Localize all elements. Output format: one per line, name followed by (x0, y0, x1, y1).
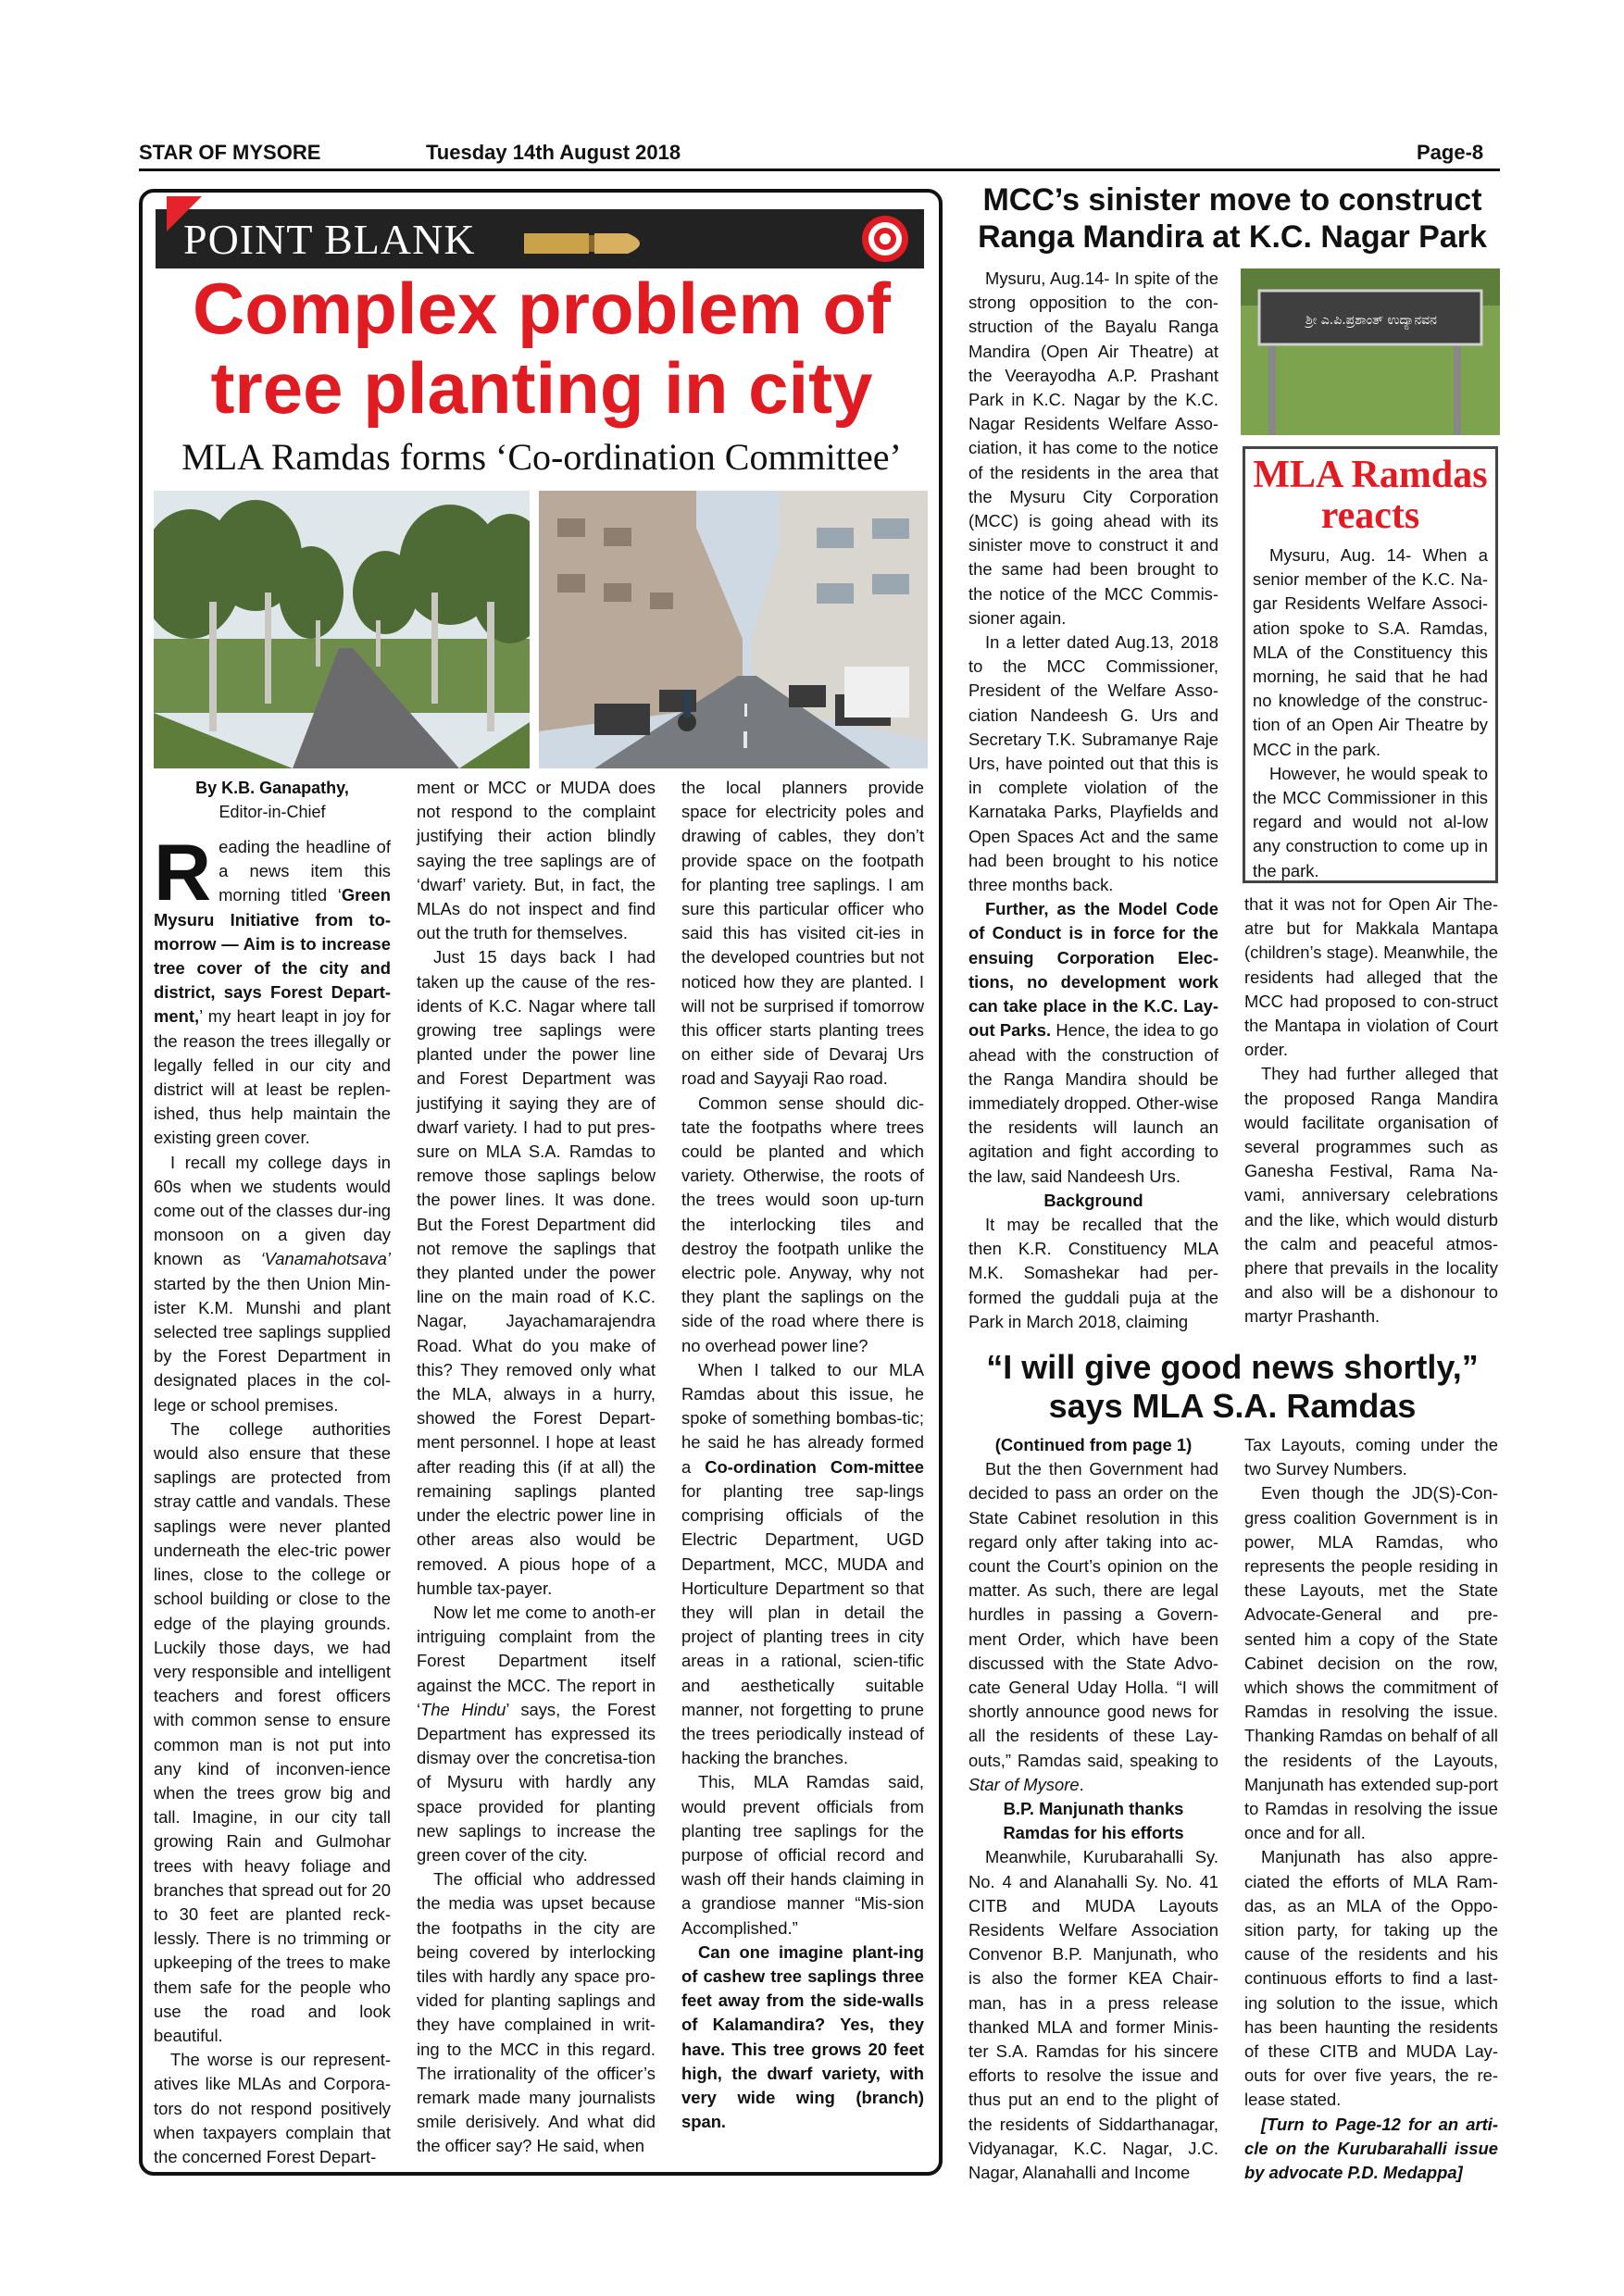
article-text: Hence, the idea to go ahead with the construction of the Ranga Mandira should be immediately dropped. Other-wise the residents will launch an agitation and fight according to the law, said Nandeesh Urs. (968, 1020, 1218, 1186)
article-paragraph: Tax Layouts, coming under the two Survey Numbers. (1244, 1435, 1498, 1479)
article-text: I recall my college days in 60s when we students would come out of the classes dur-ing monsoon on a given day known as (154, 1152, 391, 1269)
article-text: for planting tree sap-lings comprising officials of the Electric Department, UGD Department, MCC, MUDA and Horticulture Department so that they will plan in detail the project of planting trees in city areas in a rational, scien-tific and aesthetically suitable manner, not forgetting to prune the trees periodically instead of hacking the branches. (681, 1480, 924, 1768)
article-paragraph: the local planners provide space for electricity poles and drawing of cables, they don’t provide space on the footpath for planting tree saplings. I am sure this particular officer who said this has visited cit-ies in the developed countries but not noticed how they are planted. I will not be surprised if tomorrow this officer starts planting trees on either side of Devaraj Urs road and Sayyaji Rao road. (681, 778, 924, 1089)
header-rule (139, 168, 1500, 171)
good-news-column-2 (1244, 1433, 1498, 2185)
mcc-headline-line-1: MCC’s sinister move to construct (982, 182, 1482, 218)
article-paragraph: Mysuru, Aug.14- In spite of the strong opposition to the con-struction of the Bayalu Ranga Mandira (Open Air Theatre) at the Veerayodha A.P. Prashant Park in K.C. Nagar by the K.C. Nagar Residents Welfare Asso-ciation, it has come to the notice of the residents in the area that the Mysuru City Corporation (MCC) is going ahead with its sinister move to construct it and the same had been brought to the notice of the MCC Commis-sioner again. (968, 268, 1218, 628)
park-sign-photo (1241, 268, 1500, 435)
manjunath-subhead-1: B.P. Manjunath thanks (1003, 1799, 1184, 1819)
article-paragraph: Mysuru, Aug. 14- When a senior member of the K.C. Na-gar Residents Welfare Associ-ation spoke to S.A. Ramdas, MLA of the Constituency this morning, he said that he had no knowledge of the construc-tion of an Open Air Theatre by MCC in the park. (1253, 545, 1488, 759)
good-news-column-1 (968, 1433, 1218, 2185)
target-icon (861, 215, 909, 263)
issue-date: Tuesday 14th August 2018 (426, 141, 681, 164)
mla-reacts-title-line-2: reacts (1320, 494, 1420, 537)
byline-role: Editor-in-Chief (219, 803, 326, 821)
good-news-headline-line-1: “I will give good news shortly,” (986, 1348, 1479, 1386)
article-paragraph: They had further alleged that the proposed Ranga Mandira would facilitate organisation of several programmes such as Ganesha Festival, Rama Na-vami, anniversary celebrations and the like, which would disturb the calm and peaceful atmos-phere that prevails in the locality and also will be a dishonour to martyr Prashanth. (1244, 1064, 1498, 1327)
article-text: eading the headline of a news item this morning titled ‘ (219, 837, 391, 905)
good-news-headline (959, 1348, 1505, 1426)
city-street-photo (539, 491, 928, 768)
headline-line-2: tree planting in city (210, 347, 873, 429)
good-news-headline-line-2: says MLA S.A. Ramdas (1048, 1387, 1417, 1425)
article-paragraph: Common sense should dic-tate the footpaths where trees could be planted and which variety. Otherwise, the roots of the trees would soon up-turn the interlocking tiles and destroy the footpath unlike the electric pole. Anyway, why not they plant the saplings on the side of the road where there is no overhead power line? (681, 1092, 924, 1355)
turn-page-note: [Turn to Page-12 for an arti-cle on the Kurubarahalli issue by advocate P.D. Medappa] (1244, 2114, 1498, 2183)
article-text: ‘Vanamahotsava’ (260, 1249, 391, 1269)
mla-reacts-title (1253, 455, 1488, 536)
paper-name: STAR OF MYSORE (139, 141, 321, 164)
point-blank-title: POINT BLANK (183, 216, 476, 263)
article-paragraph: The worse is our represent-atives like MLAs and Corpora-tors do not respond positively when taxpayers complain that the concerned Forest Depart- (154, 2050, 391, 2166)
quoted-headline: Green Mysuru Initiative from to-morrow — Aim is to increase tree cover of the city and district, says Forest Depart-ment, (154, 885, 391, 1027)
mcc-column-1 (968, 267, 1218, 1334)
article-paragraph: In a letter dated Aug.13, 2018 to the MCC Commissioner, President of the Welfare Asso-ciation Nandeesh G. Urs and Secretary T.K. Subramanye Raje Urs, have pointed out that this is in complete violation of the Karnataka Parks, Playfields and Open Spaces Act and the same had been brought to his notice three months back. (968, 632, 1218, 895)
point-blank-column-3 (681, 776, 924, 2134)
mcc-headline-line-2: Ranga Mandira at K.C. Nagar Park (978, 219, 1487, 255)
manjunath-subhead-2: Ramdas for his efforts (1003, 1823, 1184, 1843)
bullet-icon (524, 228, 654, 259)
mcc-headline (959, 181, 1505, 256)
article-text: started by the then Union Min-ister K.M. Munshi and plant selected tree saplings supplied by the Forest Department in designated places in the col-lege or school premises. (154, 1273, 391, 1415)
article-text: The Hindu (420, 1699, 506, 1719)
article-text: When I talked to our MLA Ramdas about this issue, he spoke of something bombas-tic; he said he has already formed a (681, 1359, 924, 1477)
byline-name: By K.B. Ganapathy, (195, 779, 349, 797)
article-paragraph: Even though the JD(S)-Con-gress coalition Government is in power, MLA Ramdas, who represents the people residing in these Layouts, met the State Advocate-General and pre-sented him a copy of the State Cabinet decision on the row, which shows the commitment of Ramdas in resolving the issue. Thanking Ramdas on behalf of all the residents of the Layouts, Manjunath has extended sup-port to Ramdas in resolving the issue once and for all. (1244, 1483, 1499, 1843)
article-text: ’ my heart leapt in joy for the reason the trees illegally or legally felled in our city and district will at least be replen-ished, thus help maintain the existing green cover. (154, 1006, 391, 1148)
article-text: Now let me come to anoth-er intriguing complaint from the Forest Department itself against the MCC. The report in ‘ (417, 1602, 656, 1719)
article-paragraph: The official who addressed the media was upset because the footpaths in the city are being covered by interlocking tiles with hardly any space pro-vided for planting saplings and they have complained in writ-ing to the MCC in this regard. The irrationality of the officer’s remark made many journalists smile derisively. And what did the officer say? He said, when (417, 1869, 656, 2156)
article-paragraph: ment or MCC or MUDA does not respond to the complaint justifying their action blindly saying the tree saplings are of ‘dwarf’ variety. But, in fact, the MLAs do not inspect and find out the truth for themselves. (417, 778, 656, 943)
mla-reacts-title-line-1: MLA Ramdas (1253, 454, 1488, 496)
article-paragraph: This, MLA Ramdas said, would prevent officials from planting tree saplings for the purpose of official record and wash off their hands claiming in a grandiose manner “Mis-sion Accomplished.” (681, 1772, 924, 1938)
main-headline (148, 268, 935, 428)
article-text: But the then Government had decided to pass an order on the State Cabinet resolution in this regard only after taking into ac-count the Court’s opinion on the matter. As such, there are legal hurdles in passing a Govern-ment Order, which have been discussed with the State Advo-cate General Uday Holla. “I will shortly announce good news for all the residents of these Lay-outs,” Ramdas said, speaking to (968, 1459, 1218, 1770)
background-subhead: Background (1043, 1190, 1143, 1210)
article-paragraph: It may be recalled that the then K.R. Constituency MLA M.K. Somashekar had per-formed the guddali puja at the Park in March 2018, claiming (968, 1214, 1218, 1331)
article-text: Star of Mysore (968, 1774, 1080, 1794)
mcc-column-2 (1244, 892, 1498, 1329)
continued-note: (Continued from page 1) (994, 1435, 1193, 1454)
article-paragraph: Can one imagine plant-ing of cashew tree saplings three feet away from the side-walls of Kalamandira? Yes, they have. This tree grows 20 feet high, the dwarf variety, with very wide wing (branch) span. (681, 1941, 924, 2132)
article-paragraph: that it was not for Open Air The-atre but for Makkala Mantapa (children’s stage). Meanwhile, the residents had alleged that the MCC had proposed to con-struct the Mantapa in violation of Court order. (1244, 894, 1498, 1060)
drop-cap: R (154, 829, 212, 917)
point-blank-column-2 (417, 776, 656, 2159)
article-paragraph: The college authorities would also ensure that these saplings are protected from stray cattle and vandals. These saplings were never planted underneath the elec-tric power lines, close to the college or school building or close to the edge of the playing grounds. Luckily those days, we had very responsible and intelligent teachers and forest officers with common sense to ensure common man is not put into any kind of inconven-ience when the trees grow big and tall. Imagine, in our city tall growing Rain and Gulmohar trees with heavy foliage and branches that spread out for 20 to 30 feet are planted reck-lessly. There is no trimming or upkeeping of the trees to make them safe for the people who use the road and look beautiful. (154, 1418, 391, 2045)
article-paragraph: Just 15 days back I had taken up the cause of the res-idents of K.C. Nagar where tall growing tree saplings were planted under the power line and Forest Department was justifying it saying they are of dwarf variety. I had to put pres-sure on MLA S.A. Ramdas to remove those saplings below the power lines. It was done. But the Forest Department did not remove the saplings that they planted under the power line on the main road of K.C. Nagar, Jayachamarajendra Road. What do you make of this? They removed only what the MLA, always in a hurry, showed the Forest Depart-ment personnel. I hope at least after reading this (if at all) the remaining saplings planted under the electric power line in other areas also would be removed. A pious hope of a humble tax-payer. (417, 947, 656, 1598)
article-paragraph: Manjunath has also appre-ciated the efforts of MLA Ram-das, as an MLA of the Oppo-sition party, for taking up the cause of the residents and his continuous efforts to find a last-ing solution to the issue, which has been haunting the residents of these CITB and MUDA Lay-outs for over five years, the re-lease stated. (1244, 1847, 1498, 2110)
article-text: ’ says, the Forest Department has expressed its dismay over the concretisa-tion of Mysuru with hardly any space provided for planting new saplings to increase the green cover of the city. (417, 1699, 656, 1865)
mla-reacts-box (1243, 446, 1498, 883)
article-text: Further, as the Model Code of Conduct is in force for the ensuing Corporation Elec-tions, no development work can take place in the K.C. Lay-out Parks. (968, 899, 1218, 1041)
park-sign-text: ಶ್ರೀ ಎ.ಪಿ.ಪ್ರಶಾಂತ್ ಉದ್ಯಾನವನ (1305, 313, 1437, 328)
article-text: Co-ordination Com-mittee (705, 1456, 924, 1477)
tree-avenue-photo (154, 491, 530, 768)
page-number: Page-8 (1417, 141, 1484, 164)
article-text: . (1079, 1774, 1084, 1794)
article-paragraph: Meanwhile, Kurubarahalli Sy. No. 4 and Alanahalli Sy. No. 41 CITB and MUDA Layouts Residents Welfare Association Convenor B.P. Manjunath, who is also the former KEA Chair-man, has in a press release thanked MLA and former Minis-ter S.A. Ramdas for his sincere efforts to resolve the issue and thus put an end to the plight of the residents of Siddarthanagar, Vidyanagar, K.C. Nagar, J.C. Nagar, Alanahalli and Income (968, 1847, 1218, 2183)
article-paragraph: However, he would speak to the MCC Commissioner in this regard and would not al-low any construction to come up in the park. (1253, 763, 1488, 880)
byline (154, 776, 391, 824)
sub-headline: MLA Ramdas forms ‘Co-ordination Committee’ (181, 436, 902, 478)
point-blank-column-1 (154, 776, 391, 2169)
headline-line-1: Complex problem of (192, 268, 892, 349)
